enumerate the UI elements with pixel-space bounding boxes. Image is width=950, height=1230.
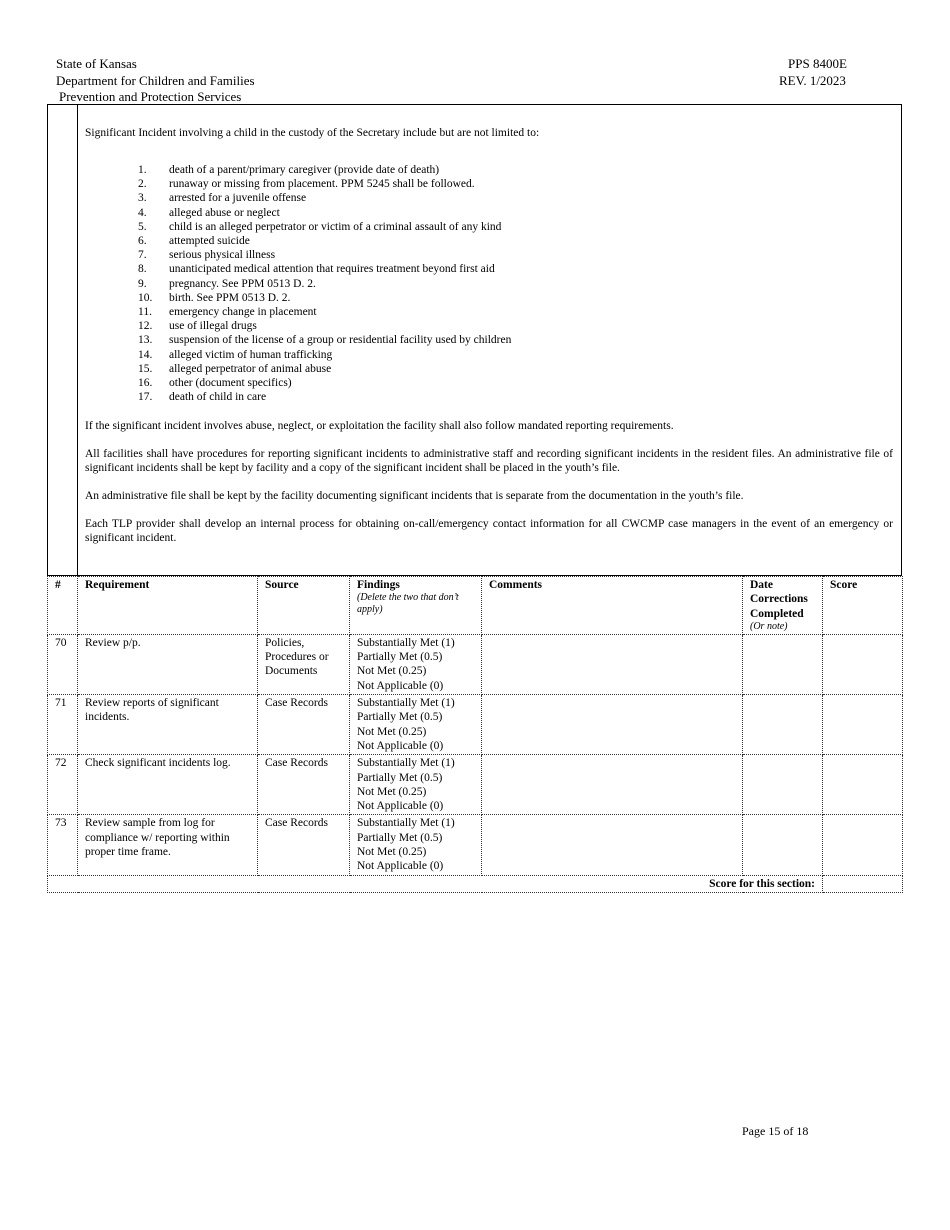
incident-number: 1.	[138, 164, 147, 176]
incident-item	[138, 248, 511, 262]
row-requirement: Review p/p.	[78, 634, 258, 694]
table-row	[48, 695, 903, 755]
paragraph: If the significant incident involves abuse, neglect, or exploitation the facility shall also follow mandated reporting requirements.	[85, 420, 674, 432]
row-score[interactable]	[823, 695, 903, 755]
incident-text: emergency change in placement	[169, 306, 317, 319]
row-requirement: Review sample from log for compliance w/ reporting within proper time frame.	[78, 815, 258, 875]
incident-item	[138, 234, 511, 248]
intro-paragraph: Significant Incident involving a child in the custody of the Secretary include but are not limited to:	[85, 127, 540, 139]
incident-item	[138, 333, 511, 347]
incident-text: unanticipated medical attention that requires treatment beyond first aid	[169, 263, 495, 276]
incident-number: 16.	[138, 377, 153, 390]
incident-text: death of child in care	[169, 391, 267, 404]
incident-item	[138, 362, 511, 376]
incident-text: suspension of the license of a group or residential facility used by children	[169, 334, 512, 347]
incident-list	[138, 163, 511, 404]
section-score-cell[interactable]	[823, 875, 903, 892]
paragraph: An administrative file shall be kept by the facility documenting significant incidents that is separate from the documentation in the youth’s file.	[85, 490, 744, 502]
score-label: Score for this section:	[48, 875, 823, 892]
incident-text: alleged abuse or neglect	[169, 206, 280, 219]
row-number: 72	[48, 755, 78, 815]
incident-item	[138, 305, 511, 319]
incident-number: 5.	[138, 220, 147, 233]
row-date-corrections[interactable]	[743, 755, 823, 815]
finding-option: Not Applicable (0)	[357, 800, 444, 813]
finding-option: Not Met (0.25)	[357, 846, 427, 859]
frame-left-column	[77, 105, 78, 575]
intro-text	[85, 126, 893, 140]
incident-number: 14.	[138, 348, 153, 361]
finding-option: Partially Met (0.5)	[357, 651, 443, 664]
row-score[interactable]	[823, 755, 903, 815]
date-header-label: Date Corrections Completed	[750, 579, 808, 620]
incident-text: use of illegal drugs	[169, 320, 257, 333]
incident-number: 13.	[138, 334, 153, 347]
row-comments[interactable]	[482, 695, 743, 755]
col-source-header: Source	[258, 577, 350, 635]
incident-item	[138, 291, 511, 305]
findings-header-note: (Delete the two that don’t apply)	[357, 592, 459, 616]
row-source: Case Records	[258, 695, 350, 755]
row-findings[interactable]	[350, 695, 482, 755]
finding-option: Not Met (0.25)	[357, 665, 427, 678]
incident-item	[138, 376, 511, 390]
row-comments[interactable]	[482, 755, 743, 815]
finding-option: Partially Met (0.5)	[357, 771, 443, 784]
incident-item	[138, 348, 511, 362]
incident-item	[138, 177, 511, 191]
incident-item	[138, 163, 511, 177]
score-row	[48, 875, 903, 892]
incident-text: pregnancy. See PPM 0513 D. 2.	[169, 277, 316, 290]
col-requirement-header: Requirement	[78, 577, 258, 635]
row-date-corrections[interactable]	[743, 695, 823, 755]
row-date-corrections[interactable]	[743, 634, 823, 694]
row-comments[interactable]	[482, 634, 743, 694]
row-requirement: Check significant incidents log.	[78, 755, 258, 815]
row-findings[interactable]	[350, 755, 482, 815]
table-body	[48, 634, 903, 875]
incident-item	[138, 206, 511, 220]
row-source: Case Records	[258, 815, 350, 875]
col-comments-header: Comments	[482, 577, 743, 635]
row-findings[interactable]	[350, 634, 482, 694]
incident-item	[138, 319, 511, 333]
row-number: 70	[48, 634, 78, 694]
row-date-corrections[interactable]	[743, 815, 823, 875]
col-score-header: Score	[823, 577, 903, 635]
incident-text: death of a parent/primary caregiver (provide date of death)	[169, 164, 440, 176]
incident-number: 17.	[138, 391, 153, 404]
row-number: 73	[48, 815, 78, 875]
incident-text: alleged perpetrator of animal abuse	[169, 362, 332, 375]
incident-number: 12.	[138, 320, 153, 333]
header-department: Department for Children and Families	[56, 72, 255, 88]
finding-option: Substantially Met (1)	[357, 757, 455, 770]
incident-text: attempted suicide	[169, 235, 250, 248]
incident-item	[138, 262, 511, 276]
table-row	[48, 815, 903, 875]
col-date-header	[743, 577, 823, 635]
incident-number: 2.	[138, 178, 147, 191]
table-row	[48, 634, 903, 694]
header-left	[56, 56, 255, 106]
paragraph: Each TLP provider shall develop an internal process for obtaining on-call/emergency contact information for all CWCMP case managers in the event of an emergency or significant incident.	[85, 518, 893, 544]
finding-option: Not Met (0.25)	[357, 785, 427, 798]
date-header-note: (Or note)	[750, 620, 788, 632]
incident-number: 11.	[138, 306, 152, 319]
incident-text: serious physical illness	[169, 249, 276, 262]
row-findings[interactable]	[350, 815, 482, 875]
table-header-row	[48, 577, 903, 635]
page-number: Page 15 of 18	[742, 1124, 809, 1138]
incident-number: 6.	[138, 235, 147, 248]
incident-text: arrested for a juvenile offense	[169, 192, 307, 205]
finding-option: Partially Met (0.5)	[357, 711, 443, 724]
incident-text: runaway or missing from placement. PPM 5245 shall be followed.	[169, 178, 475, 191]
header-state: State of Kansas	[56, 56, 137, 71]
incident-number: 8.	[138, 263, 147, 276]
incident-number: 9.	[138, 277, 147, 290]
incident-text: child is an alleged perpetrator or victim of a criminal assault of any kind	[169, 220, 502, 233]
incident-number: 4.	[138, 206, 147, 219]
row-score[interactable]	[823, 815, 903, 875]
incident-number: 7.	[138, 249, 147, 262]
header-revision: REV. 1/2023	[779, 72, 846, 88]
finding-option: Not Applicable (0)	[357, 860, 444, 873]
incident-number: 3.	[138, 192, 147, 205]
row-source: Case Records	[258, 755, 350, 815]
finding-option: Not Applicable (0)	[357, 679, 444, 692]
finding-option: Substantially Met (1)	[357, 636, 455, 649]
paragraph: All facilities shall have procedures for reporting significant incidents to administrative staff and recording significant incidents in the resident files. An administrative file of significant incidents shall be kept by facility and a copy of the significant incident shall be placed in the youth’s file.	[85, 448, 893, 474]
incident-text: other (document specifics)	[169, 377, 292, 390]
incident-text: birth. See PPM 0513 D. 2.	[169, 291, 291, 304]
incident-item	[138, 220, 511, 234]
finding-option: Substantially Met (1)	[357, 817, 455, 830]
row-score[interactable]	[823, 634, 903, 694]
col-findings-header	[350, 577, 482, 635]
finding-option: Substantially Met (1)	[357, 697, 455, 710]
table-row	[48, 755, 903, 815]
row-number: 71	[48, 695, 78, 755]
incident-item	[138, 277, 511, 291]
incident-text: alleged victim of human trafficking	[169, 348, 333, 361]
incident-number: 10.	[138, 291, 153, 304]
finding-option: Not Applicable (0)	[357, 739, 444, 752]
col-num-header: #	[48, 577, 78, 635]
row-source: Policies, Procedures or Documents	[258, 634, 350, 694]
incident-number: 15.	[138, 362, 153, 375]
header-form-number: PPS 8400E	[788, 56, 847, 71]
row-requirement: Review reports of significant incidents.	[78, 695, 258, 755]
row-comments[interactable]	[482, 815, 743, 875]
finding-option: Not Met (0.25)	[357, 725, 427, 738]
requirements-table	[47, 576, 903, 893]
paragraphs	[85, 419, 893, 559]
incident-item	[138, 390, 511, 404]
finding-option: Partially Met (0.5)	[357, 831, 443, 844]
findings-header-label: Findings	[357, 579, 400, 591]
header-right	[779, 56, 847, 89]
incident-item	[138, 191, 511, 205]
header-division: Prevention and Protection Services	[59, 89, 242, 104]
